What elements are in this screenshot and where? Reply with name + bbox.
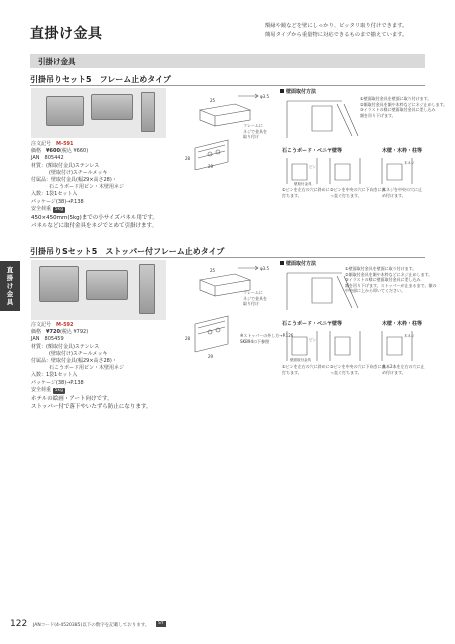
caption-1: ①ピンを左右の穴に斜めに 打ちます。 (282, 187, 330, 198)
mount-method-heading: 壁面取付方法 (280, 88, 316, 95)
product-title: 引掛吊りセット5 フレーム止めタイプ (30, 75, 171, 84)
footer-tag: SY (158, 621, 164, 626)
mount-steps: ①壁面取付金具を壁面に取り付けます。 ②額取付金具を額や木枠などにネジ止めします。 ③イラストの様に壁面取付金具に差し込み 額を吊り下げます。 (360, 96, 448, 118)
dim-bottom: 29 (208, 164, 214, 169)
safety-load-badge: 5kg (54, 206, 63, 212)
install-illustration (282, 327, 422, 363)
mount-illustration (282, 96, 362, 141)
svg-text:木ネジ: 木ネジ (404, 161, 415, 165)
dim-height: 28 (185, 336, 191, 341)
caption-1: ①ピンを左右の穴に斜めに 打ちます。 (282, 364, 330, 375)
wall-bracket-image (46, 96, 84, 126)
price: ¥720 (46, 329, 60, 336)
dimension-diagram (180, 262, 280, 362)
footer-text: JANコード(4-4520385)以下の数字を記載しております。 (33, 623, 150, 628)
product-note: 450×450mm(5kg)までの小サイズパネル用です。 パネルなどに取付金具をネジでとめて引掛けます。 (31, 215, 158, 229)
svg-text:木ネジ: 木ネジ (404, 334, 415, 338)
page-title: 直掛け金具 (30, 26, 103, 42)
mount-steps: ①壁面取付金具を壁面に取り付けます。 ②額取付金具を額や木枠などにネジ止めします。 ③イラストの様に壁面取付金具に差し込み 額を吊り下げます。ストッパーが止まるまで、額の 中央部に上から叩いてください。 (345, 266, 437, 293)
product-photo (31, 260, 166, 320)
wooden-wall-heading: 木壁・木枠・柱等 (382, 321, 423, 327)
gypsum-board-heading: 石こうボード・ベニヤ壁等 (282, 148, 343, 154)
frame-bracket-image (91, 94, 133, 120)
mount-method-heading: 壁面取付方法 (280, 260, 316, 267)
order-code: M-591 (56, 141, 74, 147)
caption-4: 木ネジを中央の穴に止 め付けます。 (382, 187, 422, 198)
dim-width: 25 (210, 98, 216, 103)
dim-bottom: 29 (208, 354, 214, 359)
category-bar (30, 54, 425, 68)
side-index-label: 直掛け金具 (6, 266, 14, 306)
product-photo (31, 88, 166, 138)
dim-width: 25 (210, 268, 216, 273)
stopper-note: ※ストッパーの外し方→P.126 SKB94の下参照 (240, 333, 294, 344)
divider (30, 257, 425, 258)
header-description: 額縁や鏡などを壁にしっかり、ピッタリ取り付けできます。 簡易タイプから重量物に対応できるものまで揃えています。 (265, 23, 408, 38)
svg-text:壁面取付金具: 壁面取付金具 (290, 358, 311, 362)
svg-text:ピン: ピン (309, 338, 316, 342)
caption-2: ②ピンを中央の穴に下向きに真 っ直ぐ打ちます。 (330, 364, 386, 375)
install-illustration (282, 154, 422, 186)
caption-2: ②ピンを中央の穴に下向きに真 っ直ぐ打ちます。 (330, 187, 386, 198)
product-title: 引掛吊りSセット5 ストッパー付フレーム止めタイプ (30, 247, 225, 256)
frame-label: フレームに ネジで金具を 取り付け (243, 123, 267, 139)
category-label: 引掛け金具 (38, 57, 76, 66)
divider (30, 85, 425, 86)
gypsum-board-heading: 石こうボード・ベニヤ壁等 (282, 321, 343, 327)
dim-hole: φ3.5 (260, 266, 269, 271)
svg-text:ピン: ピン (309, 165, 316, 169)
frame-bracket-image (86, 270, 128, 300)
dim-hole: φ3.5 (260, 94, 269, 99)
price: ¥600 (46, 148, 60, 155)
side-view-image (141, 92, 155, 132)
product-spec: 注文記号 M-592 価格 ¥720(税込 ¥792) JAN 805459 材質：(額取付金具)ステンレス (壁取付け)スチールメッキ 付属品：壁取付金具(幅29×高さ28)・ 石こうボード用ピン・木壁用ネジ 入数：1袋1セット入 パッケージ(38)→P.138 安全荷重 5kg (31, 322, 125, 393)
page-number: 122 (10, 619, 28, 629)
frame-label: フレームに ネジで金具を 取り付け (243, 290, 267, 306)
svg-text:壁取付金具: 壁取付金具 (294, 182, 312, 186)
dim-height: 28 (185, 156, 191, 161)
order-code: M-592 (56, 322, 74, 328)
wall-bracket-image (39, 266, 79, 302)
wooden-wall-heading: 木壁・木枠・柱等 (382, 148, 423, 154)
product-note: ホテルの絵画・アート向けです。 ストッパー付で落下やいたずら防止になります。 (31, 396, 152, 410)
side-view-image (139, 264, 155, 314)
product-spec: 注文記号 M-591 価格 ¥600(税込 ¥660) JAN 805442 材質：(額取付金具)ステンレス (壁取付け)スチールメッキ 付属品：壁取付金具(幅29×高さ28)・ 石こうボード用ピン・木壁用ネジ 入数：1袋1セット入 パッケージ(38)→P.138 安全荷重 5kg (31, 141, 125, 212)
caption-4: 基本2本を左右の穴に止 め付けます。 (382, 364, 425, 375)
side-index-tab[interactable] (0, 261, 20, 311)
safety-load-badge: 5kg (54, 387, 63, 393)
